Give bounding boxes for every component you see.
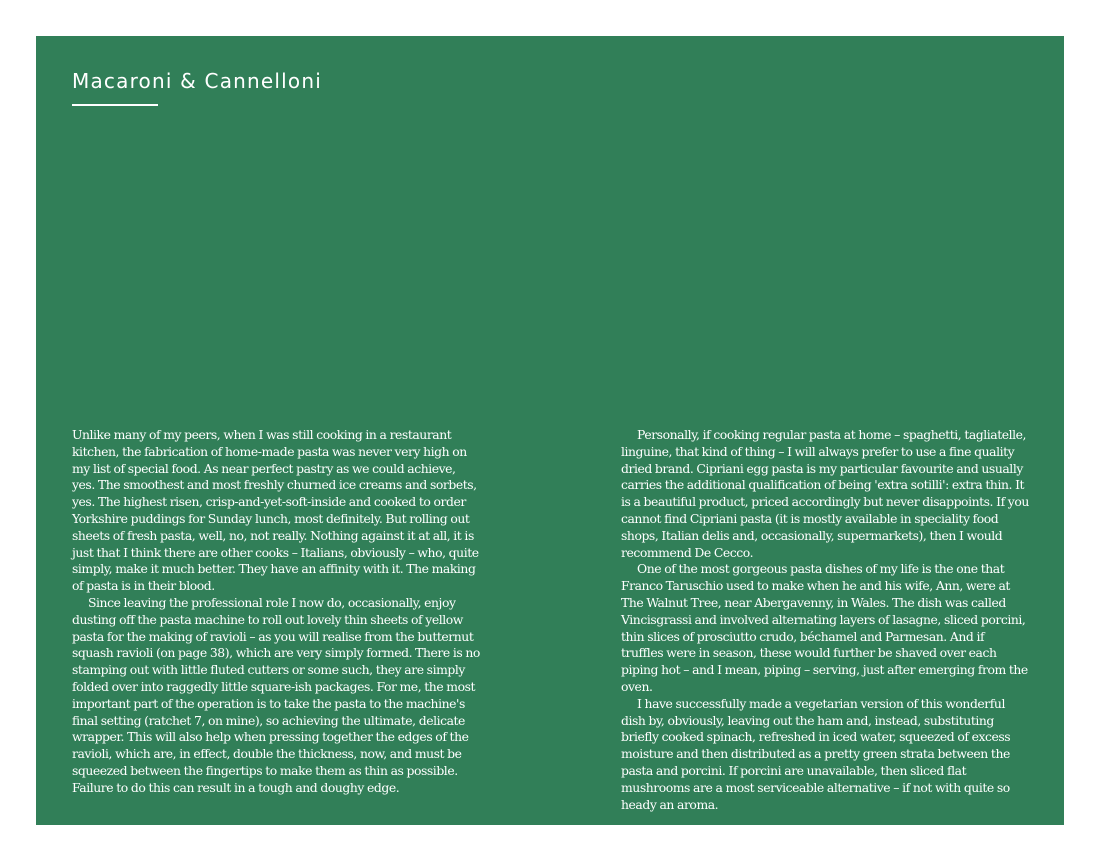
body-paragraph: One of the most gorgeous pasta dishes of my life is the one that Franco Taruschio used to make when he and his wife, Ann, were at The Walnut Tree, near Abergavenny, in Wales. The dish was called Vincisgrassi and involved alternating layers of lasagne, sliced porcini, thin slices of prosciutto crudo, béchamel and Parmesan. And if truffles were in season, these would further be shaved over each piping hot – and I mean, piping – serving, just after emerging from the oven. <box>621 561 1028 694</box>
body-paragraph: Unlike many of my peers, when I was still cooking in a restaurant kitchen, the fabrication of home-made pasta was never very high on my list of special food. As near perfect pastry as we could achieve, yes. The smoothest and most freshly churned ice creams and sorbets, yes. The highest risen, crisp-and-yet-soft-inside and cooked to order Yorkshire puddings for Sunday lunch, most definitely. But rolling out sheets of fresh pasta, well, no, not really. Nothing against it at all, it is just that I think there are other cooks – Italians, obviously – who, quite simply, make it much better. They have an affinity with it. The making of pasta is in their blood. <box>72 427 479 594</box>
right-text-column <box>621 427 1029 813</box>
green-page-panel <box>36 36 1064 825</box>
title-underline-rule <box>72 104 158 106</box>
body-paragraph: I have successfully made a vegetarian version of this wonderful dish by, obviously, leaving out the ham and, instead, substituting briefly cooked spinach, refreshed in iced water, squeezed of excess moisture and then distributed as a pretty green strata between the pasta and porcini. If porcini are unavailable, then sliced flat mushrooms are a most serviceable alternative – if not with quite so heady an aroma. <box>621 695 1011 812</box>
chapter-title: Macaroni & Cannelloni <box>72 69 322 93</box>
body-paragraph: Since leaving the professional role I now do, occasionally, enjoy dusting off the pasta machine to roll out lovely thin sheets of yellow pasta for the making of ravioli – as you will realise from the butternut squash ravioli (on page 38), which are very simply formed. There is no stamping out with little fluted cutters or some such, they are simply folded over into raggedly little square-ish packages. For me, the most important part of the operation is to take the pasta to the machine's final setting (ratchet 7, on mine), so achieving the ultimate, delicate wrapper. This will also help when pressing together the edges of the ravioli, which are, in effect, double the thickness, now, and must be squeezed between the fingertips to make them as thin as possible. Failure to do this can result in a tough and doughy edge. <box>72 594 480 795</box>
body-paragraph: Personally, if cooking regular pasta at home – spaghetti, tagliatelle, linguine, that kind of thing – I will always prefer to use a fine quality dried brand. Cipriani egg pasta is my particular favourite and usually carries the additional qualification of being 'extra sotilli': extra thin. It is a beautiful product, priced accordingly but never disappoints. If you cannot find Cipriani pasta (it is mostly available in speciality food shops, Italian delis and, occasionally, supermarkets), then I would recommend De Cecco. <box>621 427 1029 560</box>
left-text-column <box>72 427 480 797</box>
